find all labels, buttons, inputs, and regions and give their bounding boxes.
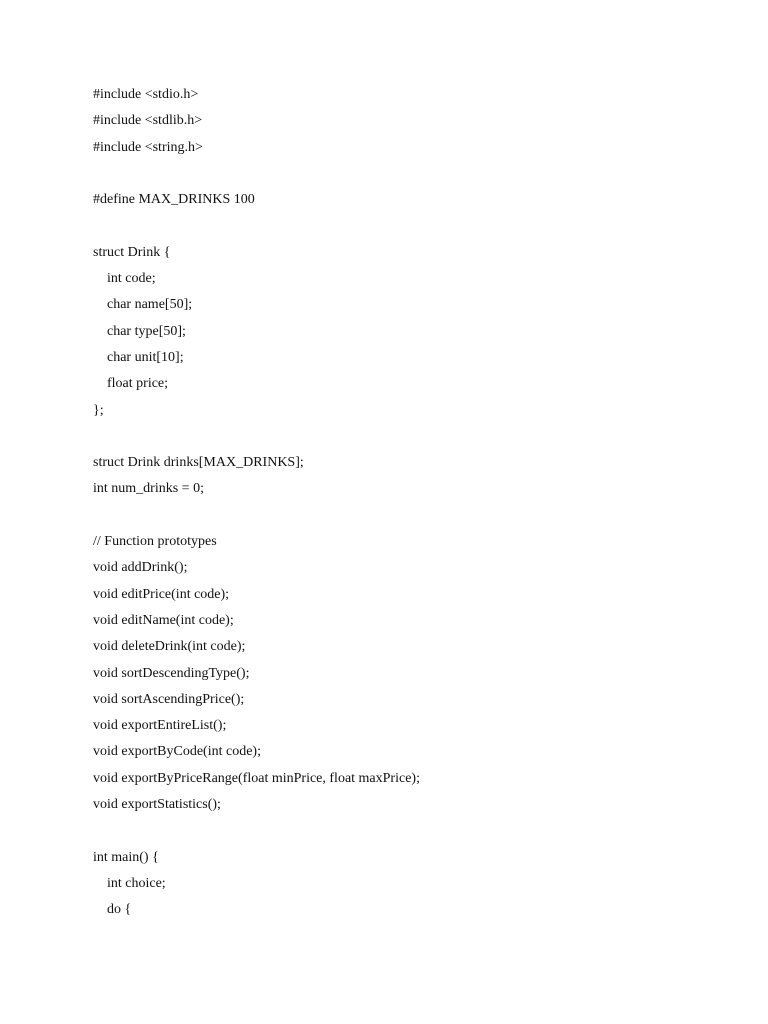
- code-line: void exportByPriceRange(float minPrice, float maxPrice);: [93, 770, 420, 786]
- code-line: char name[50];: [107, 297, 193, 313]
- code-line: void deleteDrink(int code);: [93, 639, 246, 655]
- code-line: void editName(int code);: [93, 612, 234, 628]
- code-line: char type[50];: [107, 323, 186, 339]
- blank-line: [93, 165, 733, 191]
- code-line: void sortAscendingPrice();: [93, 691, 245, 707]
- code-line: do {: [107, 902, 132, 918]
- code-line: struct Drink {: [93, 244, 171, 260]
- code-line: char unit[10];: [107, 349, 184, 365]
- blank-line: [93, 822, 733, 848]
- code-line: #define MAX_DRINKS 100: [93, 192, 255, 208]
- code-line: struct Drink drinks[MAX_DRINKS];: [93, 455, 304, 471]
- code-block: [93, 86, 733, 928]
- blank-line: [93, 428, 733, 454]
- code-line: #include <stdlib.h>: [93, 113, 203, 129]
- code-line: void exportEntireList();: [93, 718, 227, 734]
- code-line: void exportByCode(int code);: [93, 744, 261, 760]
- code-line: // Function prototypes: [93, 534, 217, 550]
- code-line: #include <stdio.h>: [93, 87, 199, 102]
- blank-line: [93, 217, 733, 243]
- code-line: float price;: [107, 376, 169, 392]
- code-line: int main() {: [93, 849, 159, 865]
- code-line: void editPrice(int code);: [93, 586, 230, 602]
- code-line: int choice;: [107, 875, 166, 891]
- code-line: void addDrink();: [93, 560, 188, 576]
- code-line: int code;: [107, 271, 156, 287]
- code-line: #include <string.h>: [93, 139, 203, 155]
- code-line: };: [93, 402, 104, 418]
- blank-line: [93, 507, 733, 533]
- code-line: void sortDescendingType();: [93, 665, 250, 681]
- code-line: void exportStatistics();: [93, 797, 221, 813]
- code-line: int num_drinks = 0;: [93, 481, 204, 497]
